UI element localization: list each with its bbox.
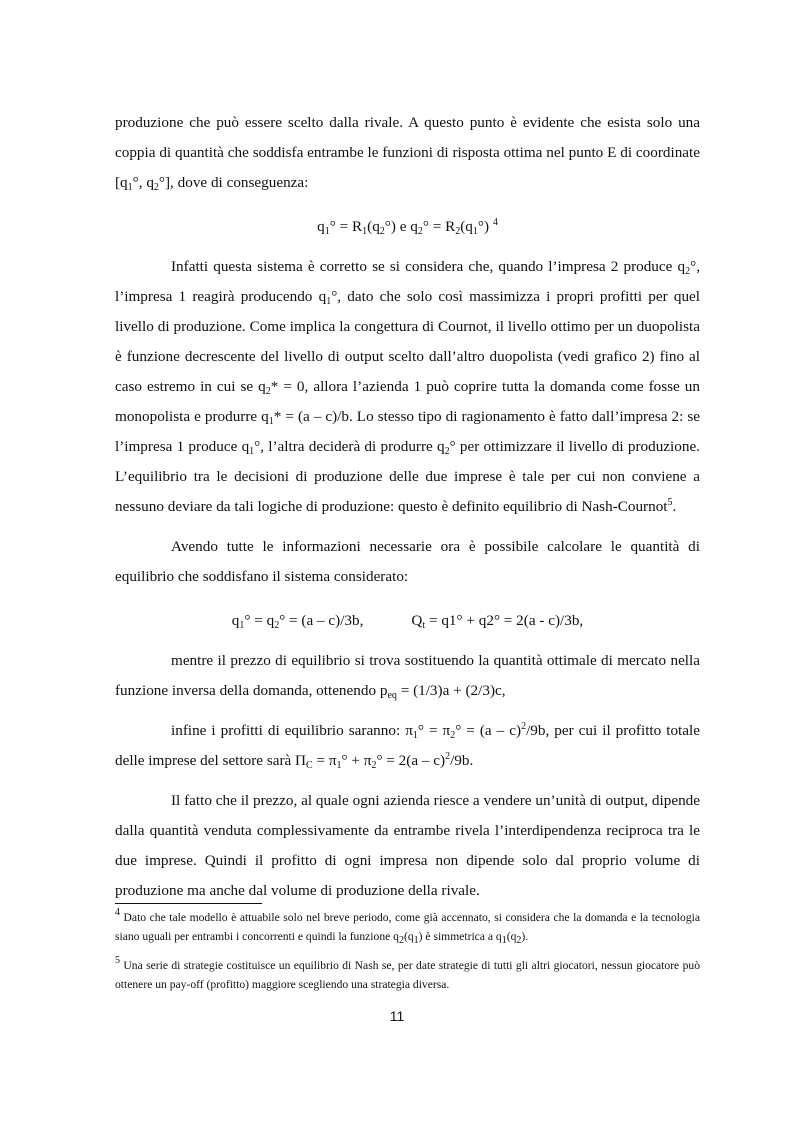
equation-equilibrium-quantities: $q_1^\circ = q_2^\circ = (a - c)/3b$, $Q_t = q1^\circ + q2^\circ = 2(a - c)/3b$, — [231, 612, 584, 631]
paragraph-4: mentre il prezzo di equilibrio si trova sostituendo la quantità ottimale di mercato nella funzione inversa della domanda, ottenendo $p_{eq} = (1/3)a + (2/3)c$, — [115, 652, 700, 701]
footnote-4: $^4$ Dato che tale modello è attuabile solo nel breve periodo, come già accennato, si considera che la domanda e la tecnologia siano uguali per entrambi i concorrenti e quindi la funzione $q_2(q_1)$ è simmetrica a $q_1(q_2)$. — [115, 907, 700, 946]
footnote-5: $^5$ Una serie di strategie costituisce un equilibrio di Nash se, per date strategie di tutti gli altri giocatori, nessun giocatore può ottenere un pay-off (profitto) maggiore scegliendo una strategia diversa. — [115, 955, 700, 991]
paragraph-6: Il fatto che il prezzo, al quale ogni azienda riesce a vendere un’unità di output, dipende dalla quantità venduta complessivamente da entrambe rivela l’interdipendenza reciproca tra le due imprese. Quindi il profitto di ogni impresa non dipende solo dal proprio volume di produzione ma anche dal volume di produzione della rivale. — [115, 792, 700, 899]
equation-best-response: $q_1^\circ = R_1(q_2^\circ)$ e $q_2^\circ = R_2(q_1^\circ)$ $^4$ — [317, 217, 498, 237]
page-number: 11 — [389, 1008, 405, 1024]
page-body — [115, 108, 700, 906]
paragraph-3: Avendo tutte le informazioni necessarie ora è possibile calcolare le quantità di equilibrio che soddisfano il sistema considerato: — [115, 538, 700, 585]
paragraph-1: produzione che può essere scelto dalla rivale. A questo punto è evidente che esista solo una coppia di quantità che soddisfa entrambe le funzioni di risposta ottima nel punto E di coordinate [$q_1^\circ$, $q_2^\circ$], dove di conseguenza: — [115, 114, 700, 193]
footnote-ref-4: 4 — [492, 217, 498, 228]
paragraph-5: infine i profitti di equilibrio saranno: $\pi_1^\circ = \pi_2^\circ = (a - c)^2/9b$, per cui il profitto totale delle imprese del settore sarà $\Pi_C = \pi_1^\circ + \pi_2^\circ = 2(a - c)^2/9b$. — [115, 721, 700, 771]
footnote-ref-5: 5 — [667, 497, 673, 508]
paragraph-2: Infatti questa sistema è corretto se si considera che, quando l’impresa 2 produce $q_2^\circ$, l’impresa 1 reagirà producendo $q_1^\circ$, dato che solo così massimizza i propri profitti per quel livello di produzione. Come implica la congettura di Cournot, il livello ottimo per un duopolista è funzione decrescente del livello di output scelto dall’altro duopolista (vedi grafico 2) fino al caso estremo in cui se $q_2* = 0$, allora l’azienda 1 può coprire tutta la domanda come fosse un monopolista e produrre $q_1* = (a - c)/b$. Lo stesso tipo di ragionamento è fatto dall’impresa 2: se l’impresa 1 produce $q_1^\circ$, l’altra deciderà di produrre $q_2^\circ$ per ottimizzare il livello di produzione. L’equilibrio tra le decisioni di produzione delle due imprese è tale per cui non conviene a nessuno deviare da tali logiche di produzione: questo è definito equilibrio di Nash-Cournot$^5$. — [115, 258, 700, 515]
footnote-separator — [115, 903, 262, 904]
